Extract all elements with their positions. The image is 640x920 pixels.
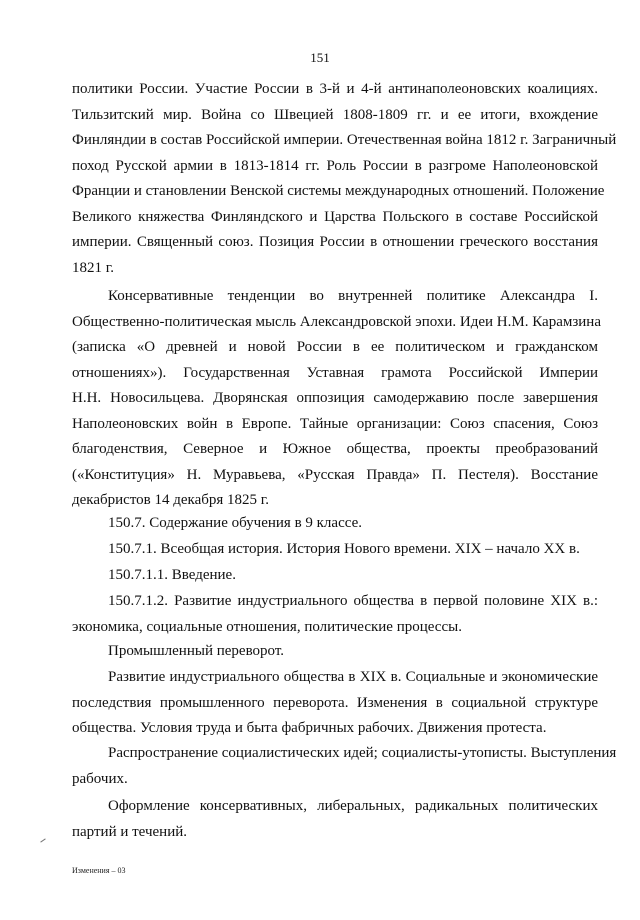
text-line: 150.7.1.1. Введение.	[108, 567, 236, 583]
text-line: Наполеоновских войн в Европе. Тайные организации: Союз спасения, Союз	[72, 415, 598, 432]
page-footer: Изменения – 03	[72, 866, 126, 875]
text-line: рабочих.	[72, 770, 128, 787]
text-line: Тильзитский мир. Война со Швецией 1808-1809 гг. и ее итоги, вхождение	[72, 106, 598, 123]
text-line: Развитие индустриального общества в XIX в. Социальные и экономические	[108, 669, 598, 685]
section-heading-world-history	[72, 537, 598, 563]
paragraph-industrial-society-heading	[72, 589, 598, 640]
page-number: 151	[310, 50, 330, 65]
text-line: Оформление консервативных, либеральных, радикальных политических	[108, 798, 598, 814]
text-line: империи. Священный союз. Позиция России в отношении греческого восстания	[72, 234, 598, 250]
text-line: 150.7. Содержание обучения в 9 классе.	[108, 515, 362, 531]
text-line: 1821 г.	[72, 259, 114, 276]
paragraph-conservative-tendencies	[72, 284, 601, 514]
text-line: («Конституция» Н. Муравьева, «Русская Правда» П. Пестеля). Восстание	[72, 466, 598, 483]
text-line: 150.7.1. Всеобщая история. История Нового времени. XIX – начало XX в.	[108, 541, 580, 557]
paragraph-industrial-revolution	[72, 639, 598, 665]
section-heading-9th-grade	[72, 511, 598, 537]
text-line: Распространение социалистических идей; социалисты-утописты. Выступления	[108, 745, 617, 761]
text-line: партий и течений.	[72, 823, 187, 840]
text-line: благоденствия, Северное и Южное общества, проекты преобразований	[72, 441, 598, 457]
text-line: Общественно-политическая мысль Александровской эпохи. Идеи Н.М. Карамзина	[72, 313, 601, 330]
scan-mark	[40, 838, 45, 842]
text-line: Финляндии в состав Российской империи. Отечественная война 1812 г. Заграничный	[72, 132, 617, 148]
text-line: Промышленный переворот.	[108, 643, 285, 659]
text-line: экономика, социальные отношения, политические процессы.	[72, 618, 462, 635]
paragraph-alexander-foreign-policy	[72, 77, 617, 281]
paragraph-industrial-development	[72, 665, 598, 742]
text-line: Консервативные тенденции во внутренней политике Александра I.	[108, 288, 598, 304]
text-line: (записка «О древней и новой России в ее политическом и гражданском	[72, 339, 598, 355]
text-line: общества. Условия труда и быта фабричных рабочих. Движения протеста.	[72, 720, 547, 736]
text-line: последствия промышленного переворота. Изменения в социальной структуре	[72, 694, 598, 711]
text-line: Н.Н. Новосильцева. Дворянская оппозиция самодержавию после завершения	[72, 390, 598, 406]
text-line: отношениях»). Государственная Уставная грамота Российской Империи	[72, 364, 598, 381]
text-line: декабристов 14 декабря 1825 г.	[72, 492, 270, 508]
text-line: поход Русской армии в 1813-1814 гг. Роль России в разгроме Наполеоновской	[72, 157, 598, 174]
text-line: 150.7.1.2. Развитие индустриального общества в первой половине XIX в.:	[108, 593, 598, 609]
paragraph-political-parties	[72, 794, 598, 845]
section-heading-introduction	[72, 563, 598, 589]
text-line: Франции и становлении Венской системы международных отношений. Положение	[72, 183, 605, 199]
paragraph-socialist-ideas	[72, 741, 617, 792]
text-line: политики России. Участие России в 3-й и 4-й антинаполеоновских коалициях.	[72, 81, 598, 97]
text-line: Великого княжества Финляндского и Царства Польского в составе Российской	[72, 208, 598, 225]
